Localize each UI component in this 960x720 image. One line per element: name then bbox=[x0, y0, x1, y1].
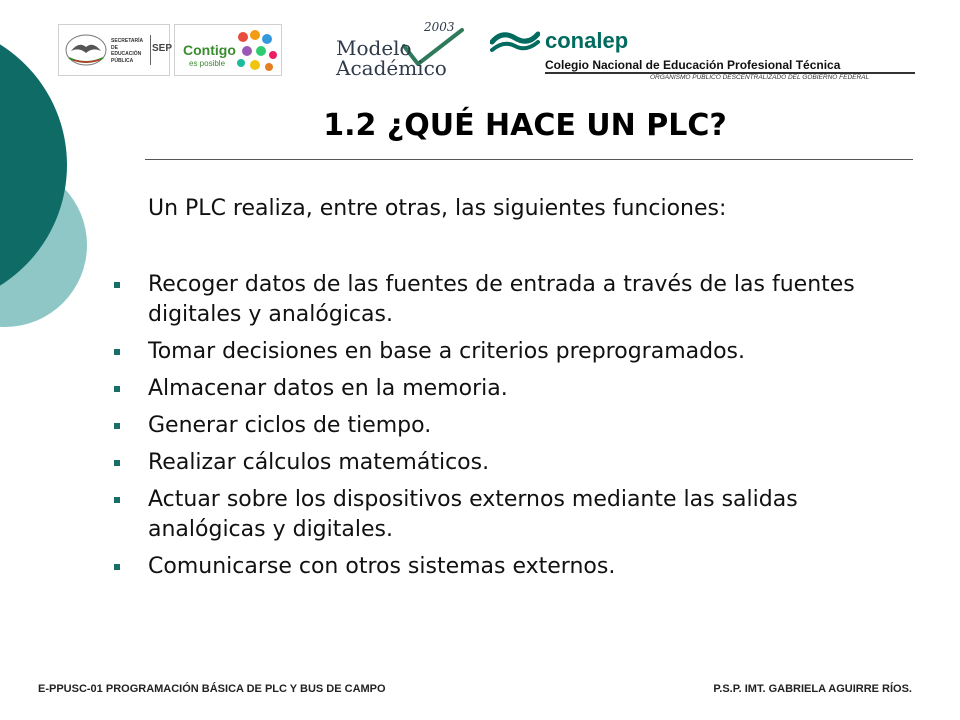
list-item bbox=[110, 337, 910, 367]
list-item bbox=[110, 374, 910, 404]
list-item-text: Recoger datos de las fuentes de entrada a través de las fuentes digitales y analógicas. bbox=[148, 272, 855, 327]
sep-mark: SEP bbox=[152, 43, 173, 54]
list-item-text: Tomar decisiones en base a criterios preprogramados. bbox=[148, 339, 745, 364]
bullet-square-icon bbox=[114, 349, 120, 355]
list-item bbox=[110, 411, 910, 441]
footer-course: E-PPUSC-01 PROGRAMACIÓN BÁSICA DE PLC Y BUS DE CAMPO bbox=[38, 683, 386, 695]
eagle-emblem-icon bbox=[65, 33, 107, 67]
list-item-text: Actuar sobre los dispositivos externos mediante las salidas analógicas y digitales. bbox=[148, 487, 798, 542]
list-item-text: Generar ciclos de tiempo. bbox=[148, 413, 432, 438]
title-divider bbox=[145, 159, 913, 160]
list-item bbox=[110, 270, 910, 330]
hand-prints-icon bbox=[233, 29, 279, 73]
list-item bbox=[110, 552, 910, 582]
list-item bbox=[110, 448, 910, 478]
conalep-subtitle: ORGANISMO PÚBLICO DESCENTRALIZADO DEL GOBIERNO FEDERAL bbox=[650, 74, 870, 81]
conalep-mark-icon bbox=[490, 28, 540, 54]
bullet-square-icon bbox=[114, 460, 120, 466]
modelo-year: 2003 bbox=[424, 20, 455, 34]
sep-name: SECRETARÍA DE EDUCACIÓN PÚBLICA bbox=[111, 38, 143, 64]
function-list bbox=[110, 270, 910, 589]
list-item-text: Comunicarse con otros sistemas externos. bbox=[148, 554, 616, 579]
conalep-full-name: Colegio Nacional de Educación Profesional Técnica bbox=[545, 58, 841, 72]
conalep-name: conalep bbox=[545, 28, 629, 53]
contigo-logo bbox=[174, 24, 282, 76]
slide-title: 1.2 ¿QUÉ HACE UN PLC? bbox=[323, 108, 727, 143]
modelo-line1: Modelo bbox=[336, 36, 412, 60]
sep-divider bbox=[150, 35, 151, 65]
bullet-square-icon bbox=[114, 497, 120, 503]
list-item-text: Almacenar datos en la memoria. bbox=[148, 376, 508, 401]
sep-logo bbox=[58, 24, 173, 76]
list-item-text: Realizar cálculos matemáticos. bbox=[148, 450, 490, 475]
bullet-square-icon bbox=[114, 282, 120, 288]
modelo-academico-logo bbox=[336, 22, 466, 80]
bullet-square-icon bbox=[114, 564, 120, 570]
intro-text: Un PLC realiza, entre otras, las siguientes funciones: bbox=[148, 196, 727, 221]
modelo-line2: Académico bbox=[336, 56, 447, 80]
list-item bbox=[110, 485, 910, 545]
bullet-square-icon bbox=[114, 386, 120, 392]
footer-author: P.S.P. IMT. GABRIELA AGUIRRE RÍOS. bbox=[713, 683, 912, 695]
bullet-square-icon bbox=[114, 423, 120, 429]
contigo-text: Contigo bbox=[183, 42, 236, 58]
contigo-subtitle: es posible bbox=[189, 59, 226, 68]
header-logos bbox=[0, 0, 960, 90]
